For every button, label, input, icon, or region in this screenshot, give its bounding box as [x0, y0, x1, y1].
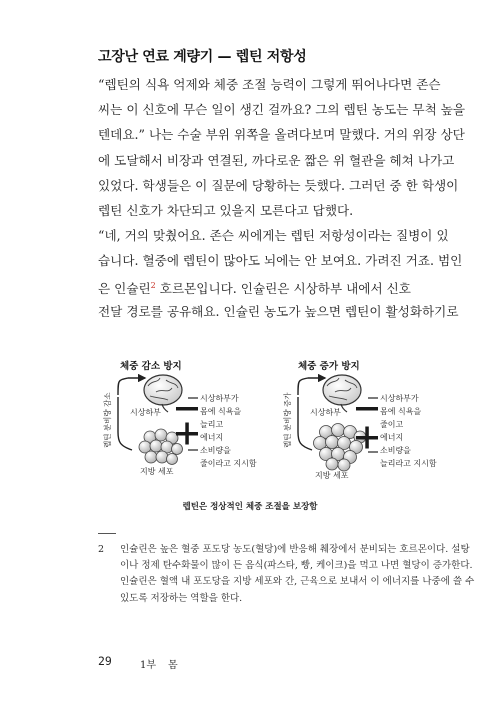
figure-left-vertical-label: 렙틴 분비량 감소: [103, 392, 112, 448]
effect-line: 줄이고: [380, 420, 404, 429]
figure-right-fat-label: 지방 세포: [315, 471, 349, 480]
footnote-number: 2: [98, 544, 105, 555]
running-part: 1부: [140, 660, 157, 671]
text-line: 있었다. 학생들은 이 질문에 당황하는 듯했다. 그러던 중 한 학생이: [98, 177, 459, 193]
plus-sign-icon: [176, 423, 198, 445]
text-line: 에 도달해서 비장과 연결된, 까다로운 짧은 위 혈관을 헤쳐 나가고: [98, 152, 455, 168]
footnote-line: 이나 정제 탄수화물이 많이 든 음식(파스타, 빵, 케이크)을 먹고 나면 혈당이 증가한다.: [120, 560, 473, 572]
effect-line: 몸에 식욕을: [200, 407, 242, 416]
page-number: 29: [98, 654, 112, 668]
effect-line: 소비량을: [200, 446, 231, 455]
text-line: 텐데요.” 나는 수술 부위 위쪽을 올려다보며 말했다. 거의 위장 상단: [98, 127, 465, 143]
effect-line: 소비량을: [380, 446, 411, 455]
figure-left-title: 체중 감소 방지: [120, 361, 182, 372]
fat-cells-icon: [314, 424, 367, 472]
fat-cells-icon: [139, 429, 183, 465]
section-heading: 고장난 연료 계량기 — 렙틴 저항성: [98, 49, 307, 65]
effect-line: 에너지: [200, 433, 224, 442]
figure-right-vertical-label: 렙틴 분비량 증가: [283, 392, 292, 448]
footnote-line: 인슐린은 높은 혈중 포도당 농도(혈당)에 반응해 췌장에서 분비되는 호르몬이다. 설탕: [120, 544, 470, 555]
left-panel-graphics: [118, 375, 198, 465]
text-fragment: 은 인슐린: [98, 281, 151, 297]
arrow-line: [298, 397, 312, 450]
text-line: “네, 거의 맞췄어요. 존슨 씨에게는 렙틴 저항성이라는 질병이 있: [98, 228, 449, 243]
figure-right-title: 체중 증가 방지: [298, 361, 360, 372]
figure-right-brain-label: 시상하부: [310, 408, 341, 417]
text-line: 전달 경로를 공유해요. 인슐린 농도가 높으면 렙틴이 활성화하기로: [98, 303, 459, 319]
effect-line: 늘리고: [200, 420, 224, 429]
text-line: 렙틴 신호가 차단되고 있을지 모른다고 답했다.: [98, 202, 354, 218]
footnote-marker[interactable]: 2: [150, 281, 156, 291]
effect-line: 에너지: [380, 433, 404, 442]
text-line: “렙틴의 식욕 억제와 체중 조절 능력이 그렇게 뛰어나다면 존슨: [98, 77, 441, 92]
arrow-line: [118, 397, 132, 450]
figure-caption: 렙틴은 정상적인 체중 조절을 보장함: [182, 502, 318, 512]
text-line: 씨는 이 신호에 무슨 일이 생긴 걸까요? 그의 렙틴 농도는 무척 높을: [98, 102, 466, 118]
right-panel-graphics: [298, 375, 378, 471]
footnote-body: [120, 542, 475, 607]
text-line: 습니다. 혈중에 렙틴이 많아도 뇌에는 안 보여요. 가려진 거죠. 범인: [98, 253, 463, 269]
effect-line: 시상하부가: [200, 394, 239, 403]
text-fragment: 호르몬입니다. 인슐린은 시상하부 내에서 신호: [159, 281, 411, 297]
running-section: 몸: [168, 660, 178, 671]
arrow-to-brain: [118, 378, 145, 395]
minus-sign-icon: [356, 407, 378, 411]
footnote-line: 있도록 저장하는 역할을 한다.: [120, 592, 243, 604]
figure-left-brain-label: 시상하부: [130, 408, 161, 417]
minus-sign-icon: [176, 407, 198, 411]
figure-left-fat-label: 지방 세포: [140, 467, 174, 476]
footnote-line: 인슐린은 혈액 내 포도당을 지방 세포와 간, 근육으로 보내서 이 에너지를 나중에 쓸 수: [120, 576, 475, 588]
effect-line: 시상하부가: [380, 394, 419, 403]
figure-left-effects: [200, 392, 257, 470]
effect-line: 늘리라고 지시함: [380, 459, 437, 468]
effect-line: 몸에 식욕을: [380, 407, 422, 416]
footnote-divider: [98, 533, 116, 534]
arrow-to-brain: [298, 378, 325, 395]
effect-line: 줄이라고 지시함: [200, 459, 257, 468]
figure-right-effects: [380, 392, 437, 470]
